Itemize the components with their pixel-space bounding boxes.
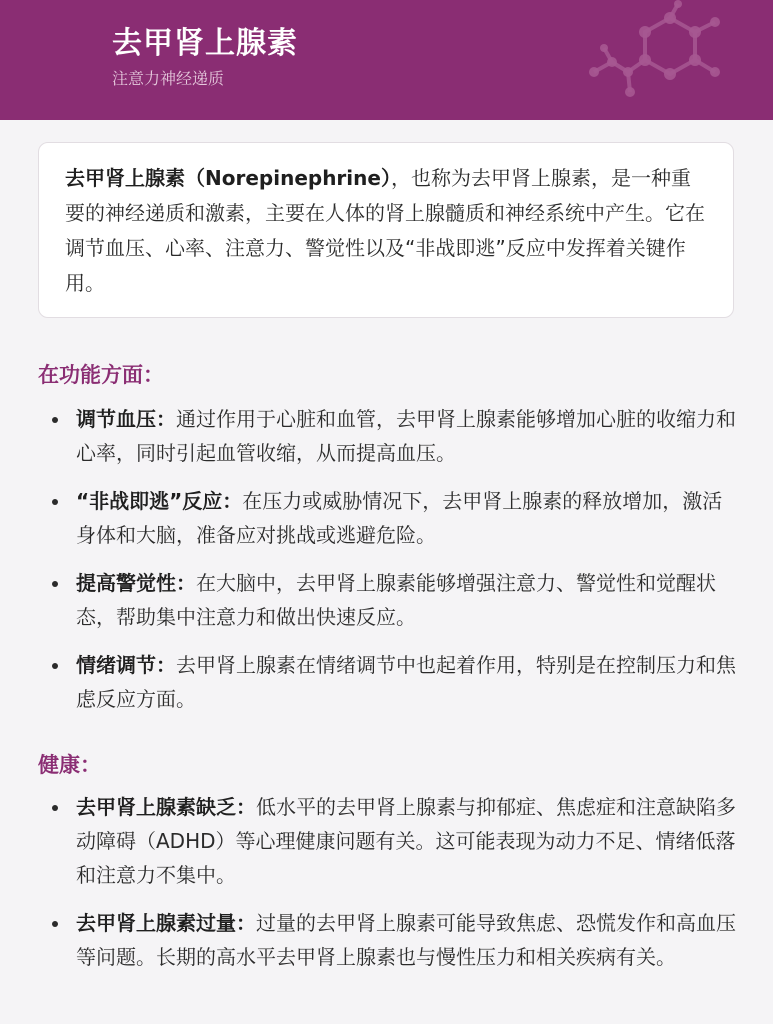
item-text: 低水平的去甲肾上腺素与抑郁症、焦虑症和注意缺陷多动障碍（ADHD）等心理健康问题有关。这可能表现为动力不足、情绪低落和注意力不集中。 [76,795,736,887]
intro-paragraph [65,161,709,301]
bullet-icon [52,921,58,927]
list-item [38,648,738,716]
page-subtitle: 注意力神经递质 [112,69,225,88]
functions-list [38,402,738,716]
intro-card [38,142,734,318]
page-title: 去甲肾上腺素 [112,26,298,61]
intro-body: ，也称为去甲肾上腺素，是一种重要的神经递质和激素，主要在人体的肾上腺髓质和神经系统中产生。它在调节血压、心率、注意力、警觉性以及“非战即逃”反应中发挥着关键作用。 [65,166,705,295]
item-text: 通过作用于心脏和血管，去甲肾上腺素能够增加心脏的收缩力和心率，同时引起血管收缩，从而提高血压。 [76,407,736,465]
list-item [38,790,738,892]
item-text: 在大脑中，去甲肾上腺素能够增强注意力、警觉性和觉醒状态，帮助集中注意力和做出快速反应。 [76,571,716,629]
list-item [38,906,738,974]
bullet-icon [52,805,58,811]
bullet-icon [52,663,58,669]
health-list [38,790,738,974]
page-header [0,0,773,120]
item-term: 调节血压： [76,407,176,431]
list-item [38,402,738,470]
bullet-icon [52,417,58,423]
bullet-icon [52,499,58,505]
item-term: 情绪调节： [76,653,176,677]
item-term: 提高警觉性： [76,571,196,595]
item-text: 去甲肾上腺素在情绪调节中也起着作用，特别是在控制压力和焦虑反应方面。 [76,653,736,711]
functions-heading: 在功能方面： [38,363,164,387]
list-item [38,566,738,634]
bullet-icon [52,581,58,587]
item-text: 过量的去甲肾上腺素可能导致焦虑、恐慌发作和高血压等问题。长期的高水平去甲肾上腺素也与慢性压力和相关疾病有关。 [76,911,736,969]
functions-section [38,360,738,730]
item-term: 去甲肾上腺素过量： [76,911,256,935]
health-heading: 健康： [38,753,101,777]
molecule-icon [560,0,773,120]
list-item [38,484,738,552]
health-section [38,750,738,988]
item-term: “非战即逃”反应： [76,489,243,513]
item-term: 去甲肾上腺素缺乏： [76,795,256,819]
intro-term: 去甲肾上腺素（Norepinephrine） [65,166,391,190]
item-text: 在压力或威胁情况下，去甲肾上腺素的释放增加，激活身体和大脑，准备应对挑战或逃避危险。 [76,489,723,547]
